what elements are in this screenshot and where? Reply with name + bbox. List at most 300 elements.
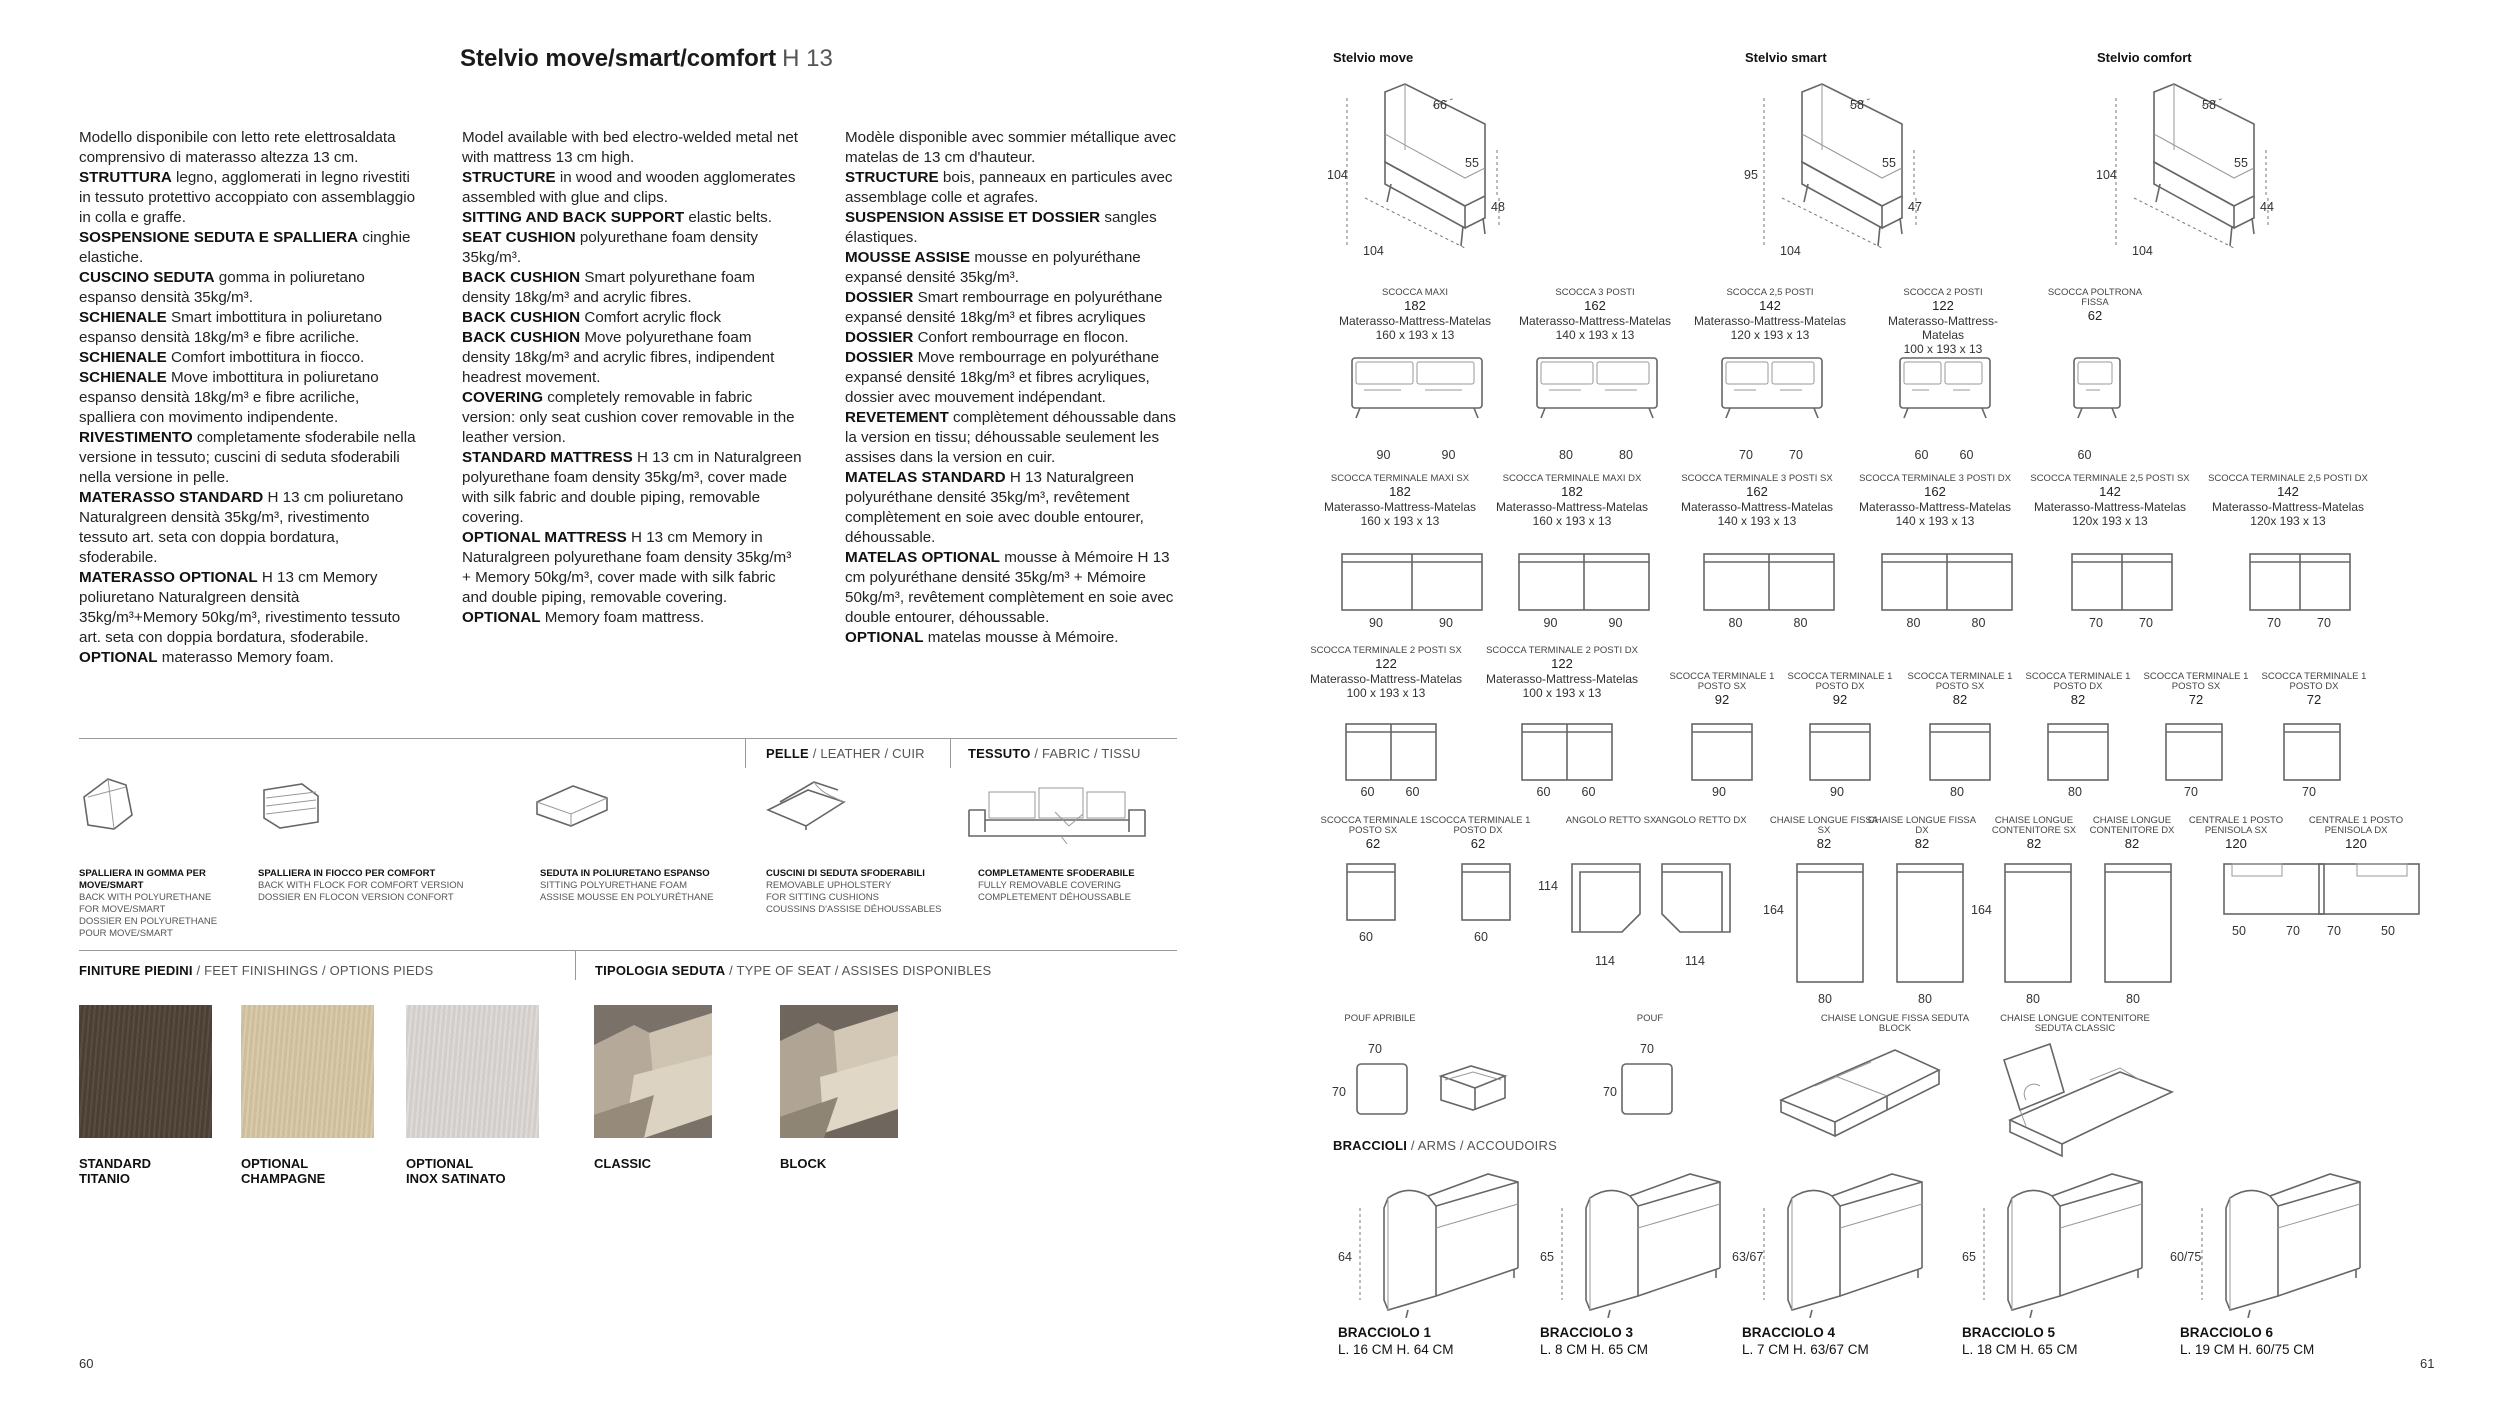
module-caption bbox=[1786, 672, 1894, 708]
model-title-smart: Stelvio smart bbox=[1745, 50, 1827, 65]
dimension-d1: 58 bbox=[1850, 98, 1864, 112]
module-width: 162 bbox=[1584, 298, 1606, 313]
armrest-height: 64 bbox=[1338, 1250, 1352, 1264]
dimension-d2: 55 bbox=[1882, 156, 1896, 170]
module-width: 82 bbox=[1952, 692, 1968, 707]
armrest-dimensions: L. 18 CM H. 65 CM bbox=[1962, 1342, 2078, 1357]
armrest-drawing-2 bbox=[1550, 1168, 1740, 1318]
feature-line: BACK WITH FLOCK FOR COMFORT VERSION bbox=[258, 880, 464, 891]
dimension-w: 104 bbox=[1780, 244, 1801, 258]
module-label: CHAISE LONGUE FISSA DX bbox=[1867, 815, 1977, 836]
feature-line: FOR SITTING CUSHIONS bbox=[766, 892, 879, 903]
module-caption bbox=[2076, 816, 2188, 852]
armrest-dimensions: L. 7 CM H. 63/67 CM bbox=[1742, 1342, 1869, 1357]
armrest-dimensions: L. 8 CM H. 65 CM bbox=[1540, 1342, 1649, 1357]
seat-depth: 70 bbox=[2302, 785, 2316, 799]
spec-term: COVERING bbox=[462, 389, 544, 406]
sofa-top-0 bbox=[1340, 550, 1486, 614]
spec-term: STRUCTURE bbox=[845, 169, 939, 186]
module-caption bbox=[1477, 474, 1667, 528]
fabric-header: TESSUTO / FABRIC / TISSU bbox=[968, 746, 1141, 761]
dimension-d3: 47 bbox=[1908, 200, 1922, 214]
module-width: 62 bbox=[1365, 836, 1381, 851]
mattress-size: 160 x 193 x 13 bbox=[1375, 328, 1455, 342]
spec-text: completely removable in fabric version: only seat cushion cover removable in the leather version. bbox=[462, 389, 795, 446]
spec-text: Confort rembourrage en flocon. bbox=[913, 329, 1129, 346]
seat-type-header: TIPOLOGIA SEDUTA / TYPE OF SEAT / ASSISES DISPONIBLES bbox=[595, 963, 992, 978]
module-top-4 bbox=[1928, 720, 1994, 784]
spec-text: legno, agglomerati in legno rivestiti in tessuto protettivo accoppiato con assemblaggio in colla e graffe. bbox=[79, 169, 416, 226]
module-width: 82 bbox=[1816, 836, 1832, 851]
module-label: SCOCCA TERMINALE 3 POSTI DX bbox=[1859, 473, 2011, 484]
module-width: 142 bbox=[2099, 484, 2121, 499]
module-caption bbox=[2300, 816, 2412, 852]
section-rule bbox=[79, 950, 1177, 951]
spec-text: completamente sfoderabile nella versione in tessuto; cuscini di seduta sfoderabili nella versione in pelle. bbox=[79, 429, 416, 486]
seat-depth: 70 bbox=[2267, 616, 2281, 630]
spec-term: MATERASSO OPTIONAL bbox=[79, 569, 258, 586]
leather-header: PELLE / LEATHER / CUIR bbox=[766, 746, 925, 761]
pouf-apribile: POUF APRIBILE bbox=[1344, 1013, 1416, 1024]
module-caption bbox=[1906, 672, 2014, 708]
feature-line: FULLY REMOVABLE COVERING bbox=[978, 880, 1122, 891]
module-depth: 80 bbox=[1818, 992, 1832, 1006]
module-top-3 bbox=[1808, 720, 1874, 784]
spec-paragraph bbox=[462, 208, 802, 228]
spec-term: MOUSSE ASSISE bbox=[845, 249, 971, 266]
module-depth: 80 bbox=[2126, 992, 2140, 1006]
spec-term: SEAT CUSHION bbox=[462, 229, 576, 246]
module-width: 82 bbox=[1914, 836, 1930, 851]
removable-cushion-icon bbox=[762, 776, 852, 834]
pouf-apribile-drawing bbox=[1355, 1062, 1515, 1120]
spec-paragraph bbox=[845, 408, 1185, 468]
module-caption bbox=[1768, 816, 1880, 852]
spec-term: STRUCTURE bbox=[462, 169, 556, 186]
module-caption bbox=[1866, 816, 1978, 852]
pouf-width: 70 bbox=[1640, 1042, 1654, 1056]
armrest-dimensions: L. 19 CM H. 60/75 CM bbox=[2180, 1342, 2315, 1357]
mattress-size: 100 x 193 x 13 bbox=[1903, 342, 1983, 356]
feature-title: SEDUTA IN POLIURETANO ESPANSO bbox=[540, 868, 710, 879]
module-label: SCOCCA TERMINALE MAXI DX bbox=[1502, 473, 1642, 484]
module-label: SCOCCA 3 POSTI bbox=[1555, 287, 1635, 298]
module-label: SCOCCA TERMINALE 1 POSTO DX bbox=[1425, 815, 1531, 836]
module-top-7 bbox=[2282, 720, 2344, 784]
mattress-label: Materasso-Mattress-Matelas bbox=[1495, 500, 1649, 514]
module-width: 92 bbox=[1832, 692, 1848, 707]
spec-term: BACK CUSHION bbox=[462, 269, 581, 286]
feature-foam-back bbox=[79, 868, 249, 940]
module-width: 142 bbox=[2277, 484, 2299, 499]
spec-paragraph bbox=[462, 388, 802, 448]
mattress-label: Materasso-Mattress-Matelas bbox=[2211, 500, 2365, 514]
mattress-size: 140 x 193 x 13 bbox=[1717, 514, 1797, 528]
spec-paragraph bbox=[462, 608, 802, 628]
sofa-front-0 bbox=[1350, 352, 1486, 422]
feature-line: DOSSIER EN POLYURETHANE bbox=[79, 916, 218, 927]
dimension-height: 95 bbox=[1744, 168, 1758, 182]
module-caption bbox=[2208, 474, 2368, 528]
feature-line: DOSSIER EN FLOCON VERSION CONFORT bbox=[258, 892, 454, 903]
spec-paragraph bbox=[462, 228, 802, 268]
module-length: 164 bbox=[1971, 903, 1992, 917]
text-column-it bbox=[79, 128, 419, 668]
spec-paragraph bbox=[845, 168, 1185, 208]
seat-depth: 80 bbox=[1559, 448, 1573, 462]
module-width: 182 bbox=[1389, 484, 1411, 499]
seat-depth: 60 bbox=[1959, 448, 1974, 462]
module-label: ANGOLO RETTO SX bbox=[1565, 815, 1657, 826]
module-width: 62 bbox=[1470, 836, 1486, 851]
module-width: 122 bbox=[1551, 656, 1573, 671]
feature-line: COUSSINS D'ASSISE DÉHOUSSABLES bbox=[766, 904, 942, 915]
module-depth: 114 bbox=[1685, 954, 1705, 968]
chaise-contenitore-caption: CHAISE LONGUE CONTENITORE SEDUTA CLASSIC bbox=[2000, 1013, 2150, 1034]
finish-label-inox: OPTIONAL INOX SATINATO bbox=[406, 1156, 506, 1186]
mattress-size: 120x 193 x 13 bbox=[2250, 514, 2326, 528]
seat-depth: 60 bbox=[1405, 785, 1420, 799]
module-caption bbox=[1978, 816, 2090, 852]
module-length: 164 bbox=[1763, 903, 1784, 917]
spec-term: SCHIENALE bbox=[79, 309, 167, 326]
arms-header: BRACCIOLI / ARMS / ACCOUDOIRS bbox=[1333, 1138, 1557, 1153]
spec-term: OPTIONAL MATTRESS bbox=[462, 529, 627, 546]
mattress-label: Materasso-Mattress-Matelas bbox=[1693, 314, 1847, 328]
spec-text: H 13 cm poliuretano Naturalgreen densità 35kg/m³, rivestimento tessuto art. seta con doppia bordatura, sfoderabile. bbox=[79, 489, 404, 566]
armrest-height: 65 bbox=[1962, 1250, 1976, 1264]
spec-text: Smart imbottitura in poliuretano espanso densità 18kg/m³ e fibre acriliche. bbox=[79, 309, 383, 346]
spec-text: gomma in poliuretano espanso densità 35kg/m³. bbox=[79, 269, 365, 306]
mattress-label: Materasso-Mattress-Matelas bbox=[1858, 500, 2012, 514]
seat-label-classic: CLASSIC bbox=[594, 1156, 652, 1171]
seat-depth: 80 bbox=[1728, 616, 1743, 630]
seat-depth: 80 bbox=[1906, 616, 1921, 630]
feature-line: COMPLETEMENT DÉHOUSSABLE bbox=[978, 892, 1131, 903]
spec-text: complètement déhoussable dans la version en tissu; déhoussable seulement les assises dans la version en cuir. bbox=[845, 409, 1176, 466]
module-label: SCOCCA TERMINALE 1 POSTO SX bbox=[2143, 671, 2249, 692]
spec-text: Modello disponibile con letto rete elettrosaldata comprensivo di materasso altezza 13 cm. bbox=[79, 129, 396, 166]
module-caption bbox=[1320, 288, 1510, 342]
armrest-name: BRACCIOLO 3 bbox=[1540, 1325, 1634, 1340]
seat-depth: 60 bbox=[1914, 448, 1929, 462]
seat-depth: 90 bbox=[1369, 616, 1383, 630]
spec-term: DOSSIER bbox=[845, 289, 914, 306]
module-caption bbox=[2042, 288, 2148, 324]
seat-depth: 80 bbox=[1619, 448, 1633, 462]
seat-depth: 90 bbox=[1712, 785, 1726, 799]
spec-paragraph bbox=[79, 428, 419, 488]
mattress-size: 120 x 193 x 13 bbox=[1730, 328, 1810, 342]
module-label: SCOCCA 2 POSTI bbox=[1903, 287, 1983, 298]
chaise-contenitore-drawing bbox=[1990, 1040, 2180, 1160]
seat-depth: 90 bbox=[1543, 616, 1558, 630]
seat-depth: 70 bbox=[1789, 448, 1803, 462]
module-caption bbox=[2180, 816, 2292, 852]
spec-text: in wood and wooden agglomerates assembled with glue and clips. bbox=[462, 169, 796, 206]
spec-term: OPTIONAL bbox=[79, 649, 158, 666]
mattress-label: Materasso-Mattress-Matelas bbox=[1323, 500, 1477, 514]
foam-back-icon bbox=[78, 775, 138, 833]
spec-text: Move rembourrage en polyuréthane expansé densité 18kg/m³ et fibres acryliques, dossier avec mouvement indépendant. bbox=[845, 349, 1160, 406]
removable-sofa-icon bbox=[965, 782, 1150, 844]
seat-depth: 60 bbox=[1536, 785, 1551, 799]
mattress-size: 100 x 193 x 13 bbox=[1522, 686, 1602, 700]
module-width: 162 bbox=[1746, 484, 1768, 499]
spec-paragraph bbox=[845, 348, 1185, 408]
section-divider bbox=[745, 738, 746, 768]
mattress-label: Materasso-Mattress-Matelas bbox=[1309, 672, 1463, 686]
dimension-height: 104 bbox=[1327, 168, 1348, 182]
mattress-size: 160 x 193 x 13 bbox=[1532, 514, 1612, 528]
spec-term: SUSPENSION ASSISE ET DOSSIER bbox=[845, 209, 1101, 226]
armrest-height: 60/75 bbox=[2170, 1250, 2202, 1264]
mattress-size: 120x 193 x 13 bbox=[2072, 514, 2148, 528]
module-caption bbox=[1840, 474, 2030, 528]
spec-term: SITTING AND BACK SUPPORT bbox=[462, 209, 685, 226]
seat-depth: 70 bbox=[2089, 616, 2103, 630]
module-caption bbox=[1690, 288, 1850, 342]
finish-swatch-inox bbox=[406, 1005, 539, 1138]
pouf-depth: 70 bbox=[1603, 1085, 1617, 1099]
spec-text: H 13 cm Memory poliuretano Naturalgreen densità 35kg/m³+Memory 50kg/m³, rivestimento tessuto art. seta con doppia bordatura, sfoderabile. bbox=[79, 569, 401, 646]
seat-depth: 60 bbox=[1360, 785, 1375, 799]
finish-label-champagne: OPTIONAL CHAMPAGNE bbox=[241, 1156, 326, 1186]
spec-paragraph bbox=[462, 448, 802, 528]
spec-term: OPTIONAL bbox=[462, 609, 541, 626]
armrest-drawing-5 bbox=[2190, 1168, 2380, 1318]
mattress-size: 140 x 193 x 13 bbox=[1555, 328, 1635, 342]
feet-finishings-header: FINITURE PIEDINI / FEET FINISHINGS / OPTIONS PIEDS bbox=[79, 963, 434, 978]
spec-text: Move imbottitura in poliuretano espanso densità 18kg/m³ e fibre acriliche, spalliera con movimento indipendente. bbox=[79, 369, 379, 426]
sofa-top-4 bbox=[2070, 550, 2176, 614]
spec-paragraph bbox=[79, 488, 419, 568]
module-depth: 50 bbox=[2232, 924, 2246, 938]
armrest-caption bbox=[1338, 1324, 1454, 1358]
module-plan-4 bbox=[1795, 862, 1867, 986]
dimension-d3: 44 bbox=[2260, 200, 2274, 214]
finish-label-titanio: STANDARD TITANIO bbox=[79, 1156, 151, 1186]
seat-depth: 80 bbox=[2068, 785, 2082, 799]
module-caption bbox=[2260, 672, 2368, 708]
spec-term: OPTIONAL bbox=[845, 629, 924, 646]
spec-paragraph bbox=[79, 268, 419, 308]
module-width: 122 bbox=[1932, 298, 1954, 313]
armrest-height: 65 bbox=[1540, 1250, 1554, 1264]
armrest-drawing-1 bbox=[1348, 1168, 1538, 1318]
spec-text: mousse en polyuréthane expansé densité 35kg/m³. bbox=[845, 249, 1141, 286]
module-label: SCOCCA TERMINALE 2,5 POSTI SX bbox=[2030, 473, 2190, 484]
module-width: 82 bbox=[2124, 836, 2140, 851]
armrest-dimensions: L. 16 CM H. 64 CM bbox=[1338, 1342, 1454, 1357]
spec-text: matelas mousse à Mémoire. bbox=[923, 629, 1119, 646]
module-label: SCOCCA POLTRONA FISSA bbox=[2047, 287, 2143, 308]
sofa-front-1 bbox=[1535, 352, 1661, 422]
page-number-right: 61 bbox=[2420, 1356, 2435, 1371]
armrest-caption bbox=[1962, 1324, 2078, 1358]
seat-depth: 80 bbox=[1971, 616, 1986, 630]
dimension-d2: 55 bbox=[2234, 156, 2248, 170]
seat-depth: 80 bbox=[1950, 785, 1964, 799]
armchair-iso-comfort bbox=[2094, 78, 2304, 268]
module-width: 72 bbox=[2188, 692, 2204, 707]
spec-text: Smart polyurethane foam density 18kg/m³ and acrylic fibres. bbox=[462, 269, 755, 306]
spec-term: MATELAS STANDARD bbox=[845, 469, 1006, 486]
module-label: SCOCCA TERMINALE 1 POSTO SX bbox=[1907, 671, 2013, 692]
flock-back-icon bbox=[258, 778, 328, 834]
module-top-2 bbox=[1690, 720, 1756, 784]
text-column-fr bbox=[845, 128, 1185, 648]
feature-line: ASSISE MOUSSE EN POLYURÉTHANE bbox=[540, 892, 714, 903]
feature-title: COMPLETAMENTE SFODERABILE bbox=[978, 868, 1135, 879]
seat-depth: 90 bbox=[1441, 448, 1456, 462]
seat-depth: 70 bbox=[2139, 616, 2153, 630]
module-width: 92 bbox=[1714, 692, 1730, 707]
model-title-comfort: Stelvio comfort bbox=[2097, 50, 2192, 65]
spec-term: DOSSIER bbox=[845, 349, 914, 366]
seat-depth: 70 bbox=[1739, 448, 1753, 462]
chaise-fissa-caption: CHAISE LONGUE FISSA SEDUTA BLOCK bbox=[1820, 1013, 1970, 1034]
module-depth: 80 bbox=[1918, 992, 1932, 1006]
armrest-caption bbox=[1742, 1324, 1869, 1358]
sofa-front-3 bbox=[1898, 352, 1994, 422]
spec-text: Comfort imbottitura in fiocco. bbox=[166, 349, 365, 366]
spec-text: elastic belts. bbox=[684, 209, 772, 226]
module-plan-7 bbox=[2103, 862, 2175, 986]
module-label: SCOCCA TERMINALE MAXI SX bbox=[1330, 473, 1470, 484]
spec-text: H 13 Naturalgreen polyuréthane densité 35kg/m³, revêtement complètement en soie avec double entourer, déhoussable. bbox=[845, 469, 1144, 546]
feature-removable-sofa bbox=[978, 868, 1178, 904]
mattress-label: Materasso-Mattress-Matelas bbox=[1887, 314, 1999, 342]
finish-swatch-titanio bbox=[79, 1005, 212, 1138]
chaise-fissa-drawing bbox=[1775, 1040, 1945, 1145]
module-depth: 114 bbox=[1595, 954, 1615, 968]
module-plan-8 bbox=[2222, 862, 2328, 918]
mattress-label: Materasso-Mattress-Matelas bbox=[1518, 314, 1672, 328]
spec-term: RIVESTIMENTO bbox=[79, 429, 193, 446]
spec-term: MATELAS OPTIONAL bbox=[845, 549, 1000, 566]
module-top-5 bbox=[2046, 720, 2112, 784]
module-caption bbox=[1668, 672, 1776, 708]
armchair-iso-move bbox=[1325, 78, 1535, 268]
spec-text: polyurethane foam density 35kg/m³. bbox=[462, 229, 759, 266]
module-caption bbox=[1505, 288, 1685, 342]
feature-line: BACK WITH POLYURETHANE bbox=[79, 892, 212, 903]
module-plan-2 bbox=[1570, 862, 1646, 938]
armrest-name: BRACCIOLO 6 bbox=[2180, 1325, 2274, 1340]
module-label: SCOCCA MAXI bbox=[1382, 287, 1448, 298]
dimension-height: 104 bbox=[2096, 168, 2117, 182]
spec-paragraph bbox=[79, 128, 419, 168]
pouf: POUF bbox=[1636, 1013, 1664, 1024]
mattress-label: Materasso-Mattress-Matelas bbox=[1680, 500, 1834, 514]
spec-paragraph bbox=[462, 328, 802, 388]
module-width: 62 bbox=[2087, 308, 2103, 323]
module-depth: 70 bbox=[2286, 924, 2300, 938]
spec-paragraph bbox=[845, 288, 1185, 328]
module-label: SCOCCA TERMINALE 1 POSTO SX bbox=[1320, 815, 1426, 836]
dimension-w: 104 bbox=[1363, 244, 1384, 258]
mattress-size: 140 x 193 x 13 bbox=[1895, 514, 1975, 528]
block-seat-photo bbox=[780, 1005, 898, 1138]
spec-text: Move polyurethane foam density 18kg/m³ and acrylic fibres, indipendent headrest movement. bbox=[462, 329, 775, 386]
spec-paragraph bbox=[845, 468, 1185, 548]
module-label: CENTRALE 1 POSTO PENISOLA DX bbox=[2308, 815, 2404, 836]
seat-depth: 90 bbox=[1830, 785, 1844, 799]
spec-text: materasso Memory foam. bbox=[157, 649, 334, 666]
module-label: SCOCCA TERMINALE 2 POSTI DX bbox=[1486, 645, 1638, 656]
module-width: 120 bbox=[2225, 836, 2247, 851]
armrest-caption bbox=[1540, 1324, 1648, 1358]
seat-depth: 90 bbox=[1608, 616, 1623, 630]
module-depth: 60 bbox=[1359, 930, 1373, 944]
module-depth: 80 bbox=[2026, 992, 2040, 1006]
module-label: SCOCCA TERMINALE 2 POSTI SX bbox=[1310, 645, 1462, 656]
module-length: 114 bbox=[1538, 879, 1558, 893]
feature-foam-seat bbox=[540, 868, 750, 904]
dimension-d3: 48 bbox=[1491, 200, 1505, 214]
spec-paragraph bbox=[462, 128, 802, 168]
spec-paragraph bbox=[79, 228, 419, 268]
spec-paragraph bbox=[845, 328, 1185, 348]
spec-paragraph bbox=[845, 128, 1185, 168]
spec-paragraph bbox=[79, 168, 419, 228]
dimension-d1: 58 bbox=[2202, 98, 2216, 112]
module-label: SCOCCA TERMINALE 1 POSTO DX bbox=[2261, 671, 2367, 692]
spec-paragraph bbox=[79, 648, 419, 668]
module-label: CHAISE LONGUE FISSA SX bbox=[1769, 815, 1879, 836]
sofa-front-4 bbox=[2072, 352, 2124, 422]
seat-depth: 90 bbox=[1439, 616, 1453, 630]
module-label: CHAISE LONGUE CONTENITORE DX bbox=[2089, 815, 2175, 836]
module-width: 72 bbox=[2306, 692, 2322, 707]
dimension-d2: 55 bbox=[1465, 156, 1479, 170]
spec-term: MATERASSO STANDARD bbox=[79, 489, 264, 506]
module-label: SCOCCA TERMINALE 1 POSTO SX bbox=[1669, 671, 1775, 692]
armrest-drawing-4 bbox=[1972, 1168, 2162, 1318]
spec-text: H 13 cm Memory in Naturalgreen polyurethane foam density 35kg/m³ + Memory 50kg/m³, cover made with silk fabric and double piping, removable covering. bbox=[462, 529, 792, 606]
module-label: ANGOLO RETTO DX bbox=[1655, 815, 1747, 826]
module-caption bbox=[1306, 646, 1466, 700]
section-divider bbox=[950, 738, 951, 768]
spec-paragraph bbox=[79, 348, 419, 368]
seat-depth: 60 bbox=[1581, 785, 1596, 799]
module-width: 82 bbox=[2070, 692, 2086, 707]
spec-term: CUSCINO SEDUTA bbox=[79, 269, 215, 286]
module-plan-6 bbox=[2003, 862, 2075, 986]
module-width: 182 bbox=[1404, 298, 1426, 313]
module-top-1 bbox=[1520, 720, 1616, 784]
feature-title: CUSCINI DI SEDUTA SFODERABILI bbox=[766, 868, 925, 879]
seat-depth: 70 bbox=[2184, 785, 2198, 799]
dimension-d1: 66 bbox=[1433, 98, 1447, 112]
module-plan-5 bbox=[1895, 862, 1967, 986]
pouf-drawing bbox=[1620, 1062, 1678, 1120]
spec-paragraph bbox=[462, 168, 802, 208]
module-caption bbox=[1482, 646, 1642, 700]
module-depth: 70 bbox=[2327, 924, 2341, 938]
sofa-top-5 bbox=[2248, 550, 2354, 614]
module-width: 182 bbox=[1561, 484, 1583, 499]
spec-text: H 13 cm in Naturalgreen polyurethane foam density 35kg/m³, cover made with silk fabric and double piping, removable covering. bbox=[462, 449, 802, 526]
sofa-top-2 bbox=[1702, 550, 1838, 614]
module-caption bbox=[1300, 474, 1500, 528]
module-width: 142 bbox=[1759, 298, 1781, 313]
dimension-w: 104 bbox=[2132, 244, 2153, 258]
module-width: 162 bbox=[1924, 484, 1946, 499]
seat-label-block: BLOCK bbox=[780, 1156, 827, 1171]
spec-text: sangles élastiques. bbox=[845, 209, 1157, 246]
